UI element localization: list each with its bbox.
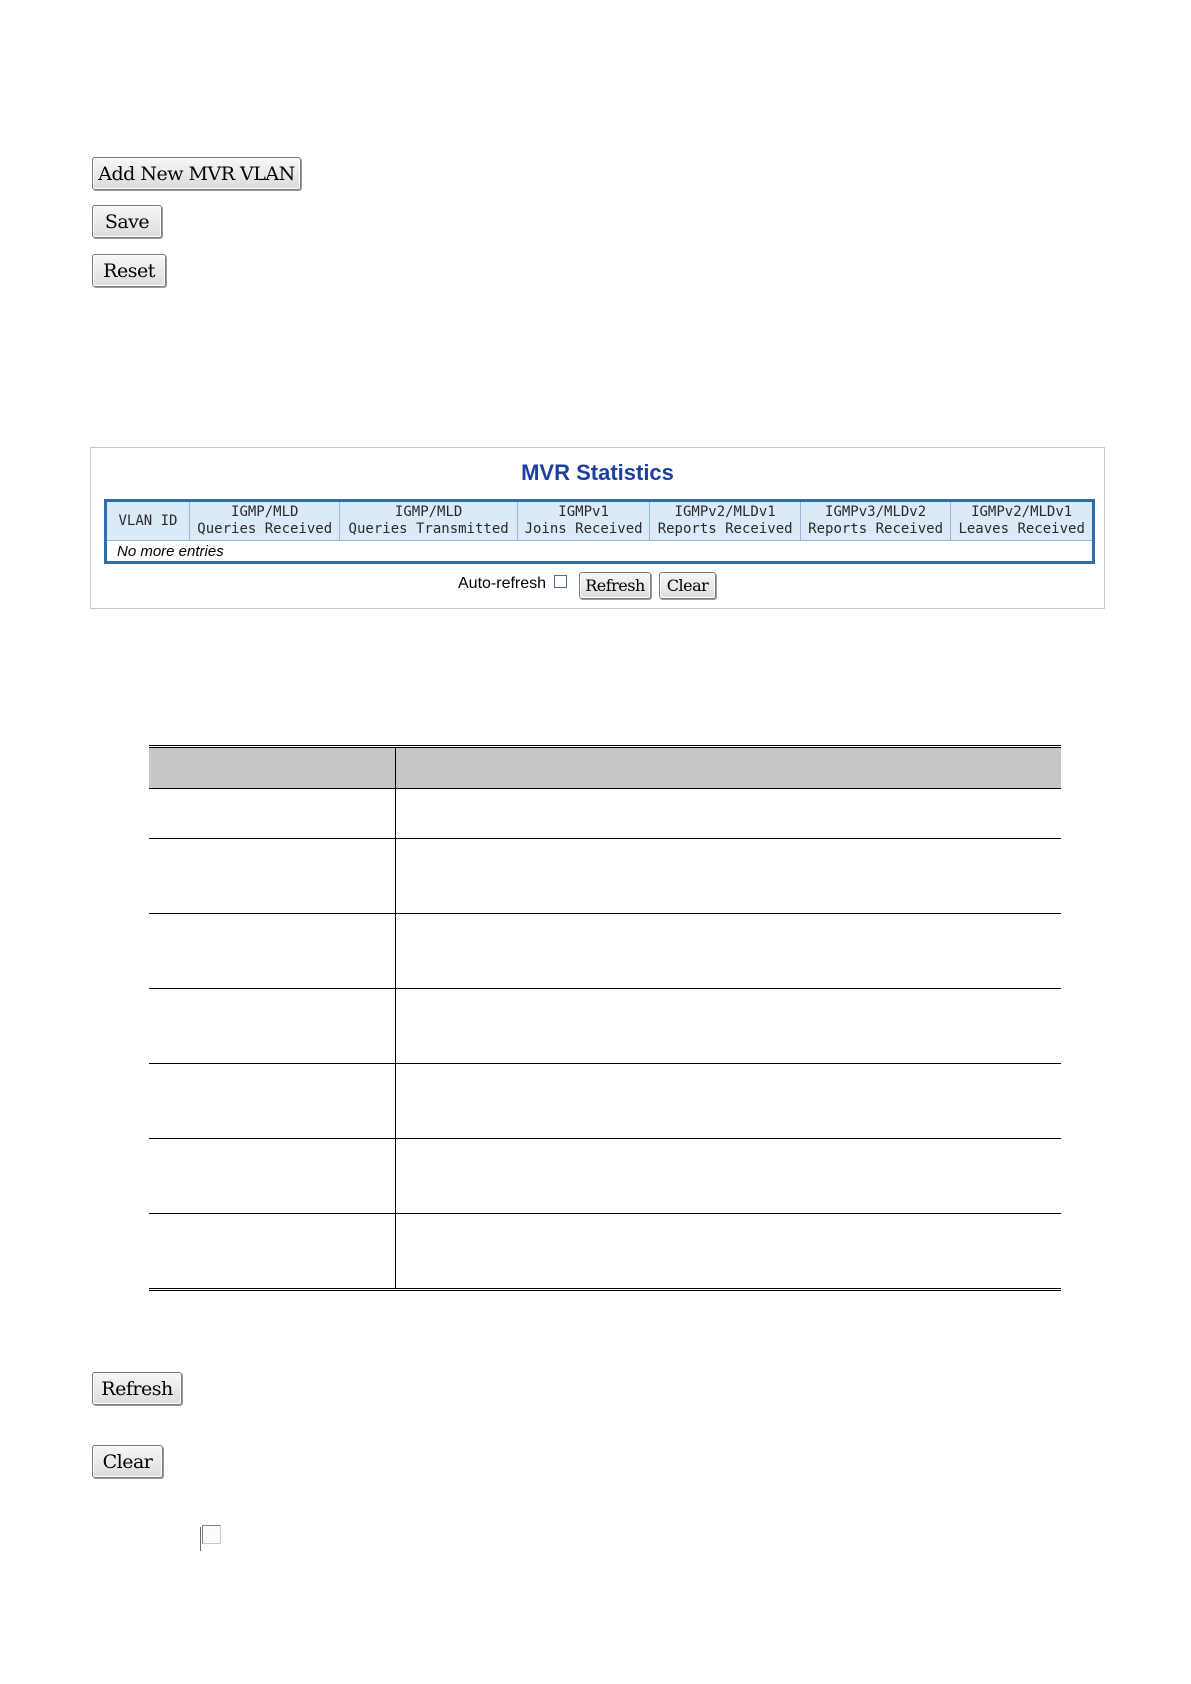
col-v2-leaves-received: [951, 501, 1094, 541]
col-v2-leaves-received-line1: IGMPv2/MLDv1: [971, 504, 1073, 520]
col-vlan-id-label: VLAN ID: [118, 512, 178, 529]
description-cell: [149, 789, 396, 839]
auto-refresh-checkbox-example[interactable]: [202, 1525, 221, 1544]
description-table: [149, 745, 1061, 1291]
add-new-mvr-vlan-button[interactable]: Add New MVR VLAN: [92, 157, 301, 190]
stats-clear-button[interactable]: Clear: [659, 572, 716, 599]
description-cell: [396, 839, 1062, 914]
mvr-statistics-table: [104, 499, 1095, 564]
col-vlan-id: [106, 501, 190, 541]
table-row: [149, 1139, 1061, 1214]
table-row: [149, 789, 1061, 839]
col-v2-leaves-received-line2: Leaves Received: [958, 521, 1085, 537]
col-v1-joins-received-line2: Joins Received: [524, 521, 643, 537]
table-row: [106, 541, 1094, 563]
save-button[interactable]: Save: [92, 205, 162, 238]
description-header-object: [149, 747, 396, 789]
description-cell: [149, 914, 396, 989]
col-v2-reports-received-line2: Reports Received: [657, 521, 793, 537]
table-row: [149, 914, 1061, 989]
checkbox-edge-mark: [200, 1527, 201, 1551]
clear-button[interactable]: Clear: [92, 1445, 163, 1478]
col-queries-transmitted-line2: Queries Transmitted: [348, 521, 509, 537]
col-queries-received: [190, 501, 340, 541]
auto-refresh-label: Auto-refresh: [458, 575, 547, 592]
no-entries-message: No more entries: [117, 542, 224, 560]
description-cell: [396, 914, 1062, 989]
col-v1-joins-received-line1: IGMPv1: [558, 504, 609, 520]
table-row: [149, 989, 1061, 1064]
description-cell: [149, 1214, 396, 1290]
description-cell: [396, 789, 1062, 839]
table-row: [149, 839, 1061, 914]
mvr-statistics-panel: [90, 447, 1105, 609]
description-header-row: [149, 747, 1061, 789]
col-v3-reports-received: [800, 501, 950, 541]
mvr-statistics-title: MVR Statistics: [521, 460, 674, 485]
col-queries-received-line2: Queries Received: [197, 521, 333, 537]
col-queries-received-line1: IGMP/MLD: [231, 504, 299, 520]
col-queries-transmitted: [340, 501, 517, 541]
description-cell: [396, 1214, 1062, 1290]
col-v3-reports-received-line1: IGMPv3/MLDv2: [825, 504, 927, 520]
description-cell: [149, 989, 396, 1064]
description-cell: [396, 1064, 1062, 1139]
stats-refresh-button[interactable]: Refresh: [579, 572, 651, 599]
header-row: [106, 501, 1094, 541]
description-header-description: [396, 747, 1062, 789]
col-queries-transmitted-line1: IGMP/MLD: [394, 504, 463, 520]
description-cell: [149, 839, 396, 914]
auto-refresh-checkbox[interactable]: [554, 575, 567, 588]
col-v2-reports-received: [650, 501, 800, 541]
refresh-button[interactable]: Refresh: [92, 1372, 182, 1405]
reset-button[interactable]: Reset: [92, 254, 166, 287]
table-row: [149, 1214, 1061, 1290]
description-cell: [396, 1139, 1062, 1214]
description-cell: [149, 1139, 396, 1214]
col-v1-joins-received: [517, 501, 650, 541]
col-v2-reports-received-line1: IGMPv2/MLDv1: [674, 504, 776, 520]
col-v3-reports-received-line2: Reports Received: [808, 521, 944, 537]
table-row: [149, 1064, 1061, 1139]
description-cell: [396, 989, 1062, 1064]
description-cell: [149, 1064, 396, 1139]
